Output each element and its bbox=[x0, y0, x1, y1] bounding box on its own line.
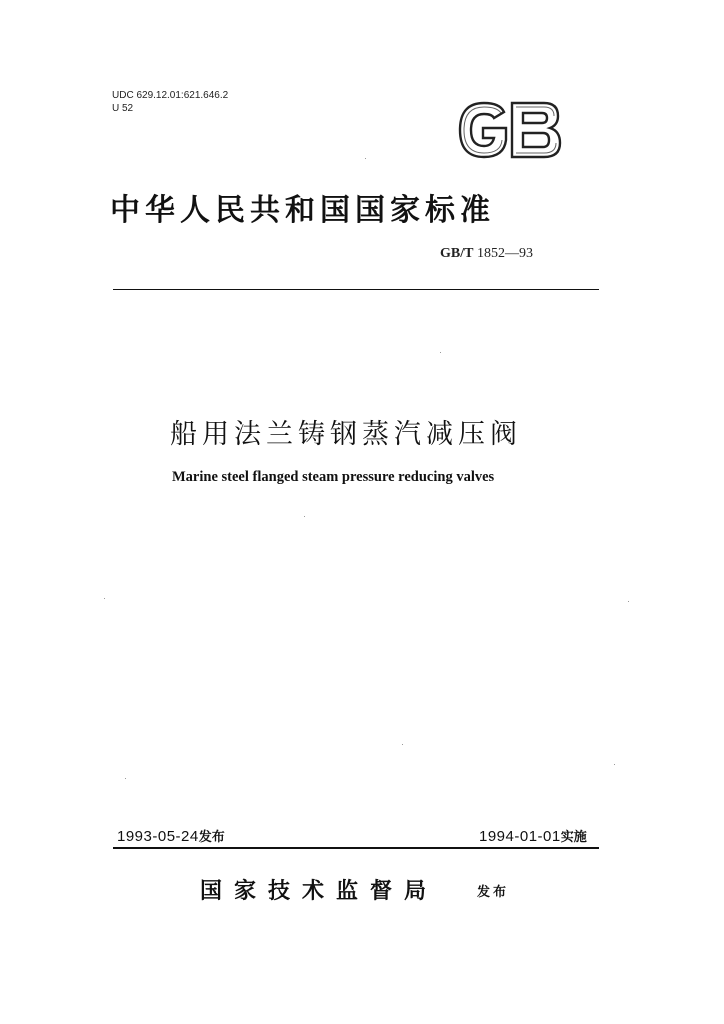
scan-speck bbox=[304, 516, 305, 517]
national-standard-title: 中华人民共和国国家标准 bbox=[110, 193, 495, 228]
scan-speck bbox=[365, 158, 366, 159]
standard-prefix: GB/T bbox=[440, 246, 474, 261]
scan-speck bbox=[104, 598, 105, 599]
scan-speck bbox=[440, 352, 441, 353]
top-divider bbox=[113, 289, 599, 290]
issue-date bbox=[117, 826, 225, 845]
classification-code: U 52 bbox=[112, 103, 134, 114]
issue-date-value: 1993-05-24 bbox=[117, 828, 199, 845]
implement-date-value: 1994-01-01 bbox=[479, 828, 561, 845]
scan-speck bbox=[628, 601, 629, 602]
standard-number bbox=[440, 246, 570, 262]
scan-speck bbox=[614, 764, 615, 765]
issuing-authority: 国家技术监督局 bbox=[200, 878, 439, 904]
document-title-en: Marine steel flanged steam pressure reducing valves bbox=[172, 469, 495, 485]
implement-date-label: 实施 bbox=[560, 830, 587, 845]
bottom-divider bbox=[113, 847, 599, 849]
gb-logo bbox=[456, 100, 562, 160]
implement-date bbox=[479, 826, 587, 845]
scan-speck bbox=[125, 778, 126, 779]
udc-classification bbox=[112, 89, 228, 115]
issue-date-label: 发布 bbox=[198, 830, 225, 845]
standard-code: 1852—93 bbox=[476, 246, 533, 261]
issuing-label: 发布 bbox=[477, 885, 510, 900]
document-title-zh: 船用法兰铸钢蒸汽减压阀 bbox=[170, 419, 522, 450]
scan-speck bbox=[402, 744, 403, 745]
udc-line: UDC 629.12.01:621.646.2 bbox=[112, 90, 229, 101]
